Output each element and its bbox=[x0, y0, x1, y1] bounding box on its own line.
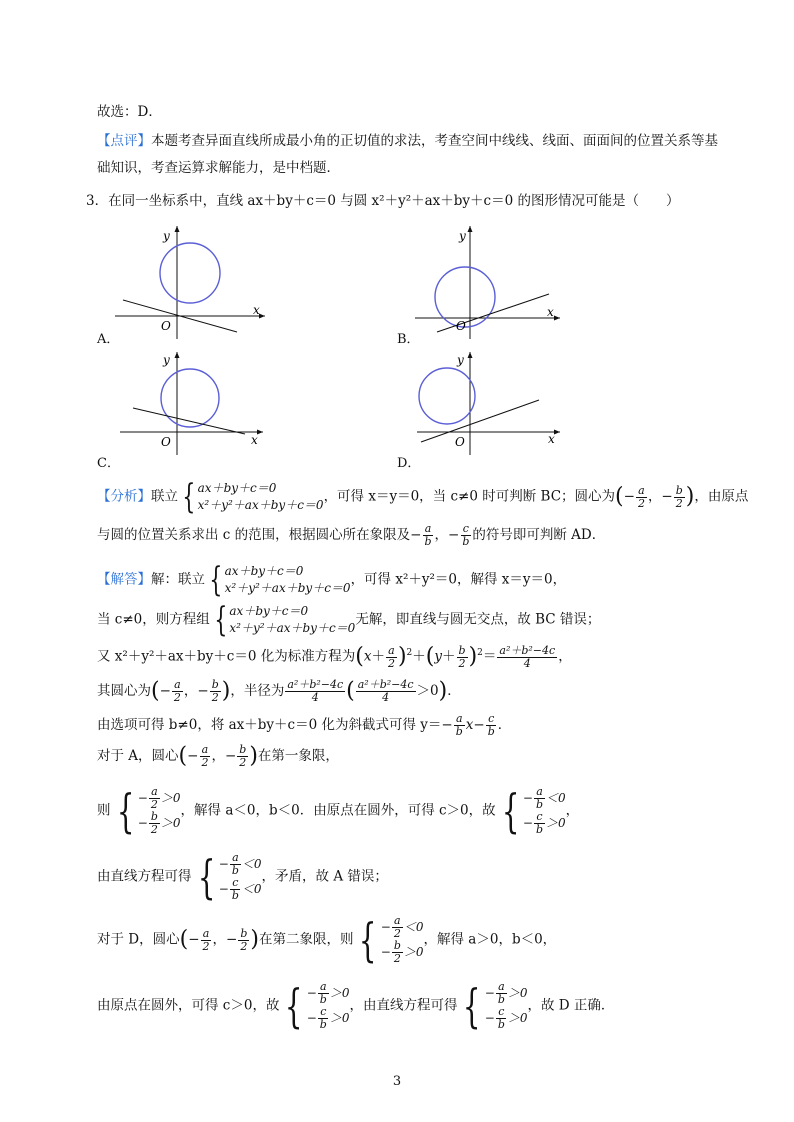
solution-text-10c: ，故 D 正确． bbox=[527, 997, 615, 1014]
option-a-y-label: y bbox=[163, 229, 170, 243]
option-b-graph bbox=[415, 224, 575, 344]
solution-tag: 【解答】 bbox=[97, 571, 151, 588]
solution-text-8b: ，矛盾，故 A 错误； bbox=[261, 868, 388, 885]
option-b-line bbox=[437, 294, 549, 332]
solution-line-10: 由原点在圆外，可得 c＞0，故 { − $\frac{a}{b}$ ＞0 − $\frac{c}{b}$ ＞0 ，由直线方程可得 { − $\frac{a}{b}$ ＞0 − $\frac{c}{b}$ ＞0 ，故 D 正确． bbox=[97, 979, 615, 1033]
option-d-circle bbox=[419, 368, 475, 424]
question-line bbox=[86, 191, 679, 211]
option-c-circle bbox=[161, 369, 219, 427]
option-b-y-label: y bbox=[459, 229, 466, 243]
option-d-x-label: x bbox=[548, 432, 555, 446]
page-number: 3 bbox=[392, 1074, 402, 1089]
option-b-label: B． bbox=[397, 332, 420, 347]
solution-text-2b: 无解，即直线与圆无交点，故 BC 错误； bbox=[355, 611, 601, 628]
solution-text-9b: 在第二象限，则 bbox=[258, 931, 354, 948]
solution-text-8a: 由直线方程可得 bbox=[97, 868, 192, 885]
solution-line-6: 对于 A，圆心(− $\frac{a}{2}$ ，− $\frac{b}{2}$ )在第一象限， bbox=[97, 743, 339, 769]
option-d-graph bbox=[415, 350, 575, 460]
analysis-tag: 【分析】 bbox=[97, 488, 151, 505]
solution-text-7b: ，解得 a＜0，b＜0．由原点在圆外，可得 c＞0，故 bbox=[180, 802, 496, 819]
comment-tag: 【点评】 bbox=[97, 133, 151, 149]
comment-line-1 bbox=[97, 131, 718, 151]
solution-text-1a: 解：联立 bbox=[151, 571, 205, 588]
question-text: 在同一坐标系中，直线 ax＋by＋c＝0 与圆 x²＋y²＋ax＋by＋c＝0 的图形情况可能是（ ） bbox=[108, 193, 680, 209]
option-d-label: D． bbox=[397, 456, 421, 471]
solution-text-10b: ，由直线方程可得 bbox=[349, 997, 458, 1014]
solution-eq2b: x²＋y²＋ax＋by＋c＝0 bbox=[229, 621, 356, 635]
option-a-x-label: x bbox=[253, 303, 260, 317]
option-a-circle bbox=[160, 243, 220, 303]
solution-text-4b: ，半径为 bbox=[230, 683, 285, 699]
solution-line-4: 其圆心为(− $\frac{a}{2}$ ，− $\frac{b}{2}$ )，半径为 $\frac{\text{a²＋b²−4c}}{4}$ ( $\frac{\text{a²＋b²−4c}}{4}$ ＞0)． bbox=[97, 678, 461, 704]
option-c-graph bbox=[115, 350, 275, 460]
option-d-y-label: y bbox=[457, 353, 464, 367]
solution-text-6a: 对于 A，圆心 bbox=[97, 748, 179, 764]
option-c-x-label: x bbox=[251, 433, 258, 447]
solution-eq1: ax＋by＋c＝0 bbox=[224, 564, 304, 578]
solution-text-6b: 在第一象限， bbox=[257, 748, 339, 764]
comment-text-1: 本题考查异面直线所成最小角的正切值的求法，考查空间中线线、线面、面面间的位置关系等基 bbox=[151, 133, 718, 149]
option-a-graph bbox=[115, 224, 275, 344]
option-a-origin: O bbox=[161, 319, 171, 333]
solution-text-2a: 当 c≠0，则方程组 bbox=[97, 611, 210, 628]
solution-text-7a: 则 bbox=[97, 802, 111, 819]
solution-line-3: 又 x²＋y²＋ax＋by＋c＝0 化为标准方程为(x＋ $\frac{a}{2}$ )$^2$＋(y＋ $\frac{b}{2}$ )$^2$＝ $\frac{\text{a²＋b²−4c}}{4}$ ， bbox=[97, 643, 572, 670]
option-a-label: A． bbox=[97, 332, 120, 347]
option-c-origin: O bbox=[161, 435, 171, 449]
answer-line: 故选：D． bbox=[97, 104, 162, 120]
option-d-line bbox=[421, 400, 539, 442]
solution-text-5: 由选项可得 b≠0，将 ax＋by＋c＝0 化为斜截式可得 y＝ bbox=[97, 717, 442, 733]
analysis-line-1: 【分析】联立 { ax＋by＋c＝0 x²＋y²＋ax＋by＋c＝0 ，可得 x＝y＝0，当 c≠0 时可判断 BC；圆心为(− $\frac{a}{2}$ ，− $\frac{b}{2}$ )，由原点 bbox=[97, 477, 749, 517]
analysis-text-3: 与圆的位置关系求出 c 的范围，根据圆心所在象限及 bbox=[97, 527, 411, 543]
analysis-lianli: 联立 bbox=[151, 488, 178, 505]
comment-line-2: 础知识，考查运算求解能力，是中档题． bbox=[97, 160, 340, 176]
solution-line-2: 当 c≠0，则方程组 { ax＋by＋c＝0 x²＋y²＋ax＋by＋c＝0 无解，即直线与圆无交点，故 BC 错误； bbox=[97, 600, 601, 640]
solution-text-3a: 又 x²＋y²＋ax＋by＋c＝0 化为标准方程为 bbox=[97, 648, 356, 665]
analysis-line-2: 与圆的位置关系求出 c 的范围，根据圆心所在象限及− $\frac{a}{b}$ ，− $\frac{c}{b}$ 的符号即可判断 AD． bbox=[97, 522, 606, 548]
option-b-origin: O bbox=[456, 319, 466, 333]
solution-text-9c: ，解得 a＞0，b＜0， bbox=[423, 931, 557, 948]
option-c-line bbox=[133, 408, 245, 434]
solution-line-9: 对于 D，圆心(− $\frac{a}{2}$ ，− $\frac{b}{2}$ )在第二象限，则 { − $\frac{a}{2}$ ＜0 − $\frac{b}{2}$ ＞0 ，解得 a＞0，b＜0， bbox=[97, 913, 557, 967]
solution-text-10a: 由原点在圆外，可得 c＞0，故 bbox=[97, 997, 280, 1014]
analysis-text-4: 的符号即可判断 AD． bbox=[472, 527, 606, 543]
question-number: 3． bbox=[86, 193, 109, 209]
option-c-label: C． bbox=[97, 456, 120, 471]
solution-text-1b: ，可得 x²＋y²＝0，解得 x＝y＝0， bbox=[350, 571, 567, 588]
analysis-text-2: ，由原点 bbox=[694, 488, 749, 505]
solution-text-4a: 其圆心为 bbox=[97, 683, 151, 699]
analysis-eq1: ax＋by＋c＝0 bbox=[197, 481, 277, 495]
solution-eq2: x²＋y²＋ax＋by＋c＝0 bbox=[224, 581, 351, 595]
solution-line-5: 由选项可得 b≠0，将 ax＋by＋c＝0 化为斜截式可得 y＝− $\frac{a}{b}$ x− $\frac{c}{b}$ ． bbox=[97, 712, 512, 738]
solution-line-1: 【解答】解：联立 { ax＋by＋c＝0 x²＋y²＋ax＋by＋c＝0 ，可得 x²＋y²＝0，解得 x＝y＝0， bbox=[97, 560, 567, 600]
solution-line-7: 则 { − $\frac{a}{2}$ ＞0 − $\frac{b}{2}$ ＞0 ，解得 a＜0，b＜0．由原点在圆外，可得 c＞0，故 { − $\frac{a}{b}$ ＜0 − $\frac{c}{b}$ ＞0 ， bbox=[97, 784, 580, 838]
solution-text-9a: 对于 D，圆心 bbox=[97, 931, 180, 948]
option-d-origin: O bbox=[455, 435, 465, 449]
solution-eq1b: ax＋by＋c＝0 bbox=[229, 604, 309, 618]
option-b-x-label: x bbox=[547, 305, 554, 319]
option-c-y-label: y bbox=[163, 353, 170, 367]
analysis-system: { ax＋by＋c＝0 x²＋y²＋ax＋by＋c＝0 bbox=[182, 477, 324, 517]
analysis-text-1: ，可得 x＝y＝0，当 c≠0 时可判断 BC；圆心为 bbox=[323, 488, 616, 505]
solution-line-8: 由直线方程可得 { − $\frac{a}{b}$ ＜0 − $\frac{c}{b}$ ＜0 ，矛盾，故 A 错误； bbox=[97, 850, 388, 904]
analysis-eq2: x²＋y²＋ax＋by＋c＝0 bbox=[197, 498, 324, 512]
